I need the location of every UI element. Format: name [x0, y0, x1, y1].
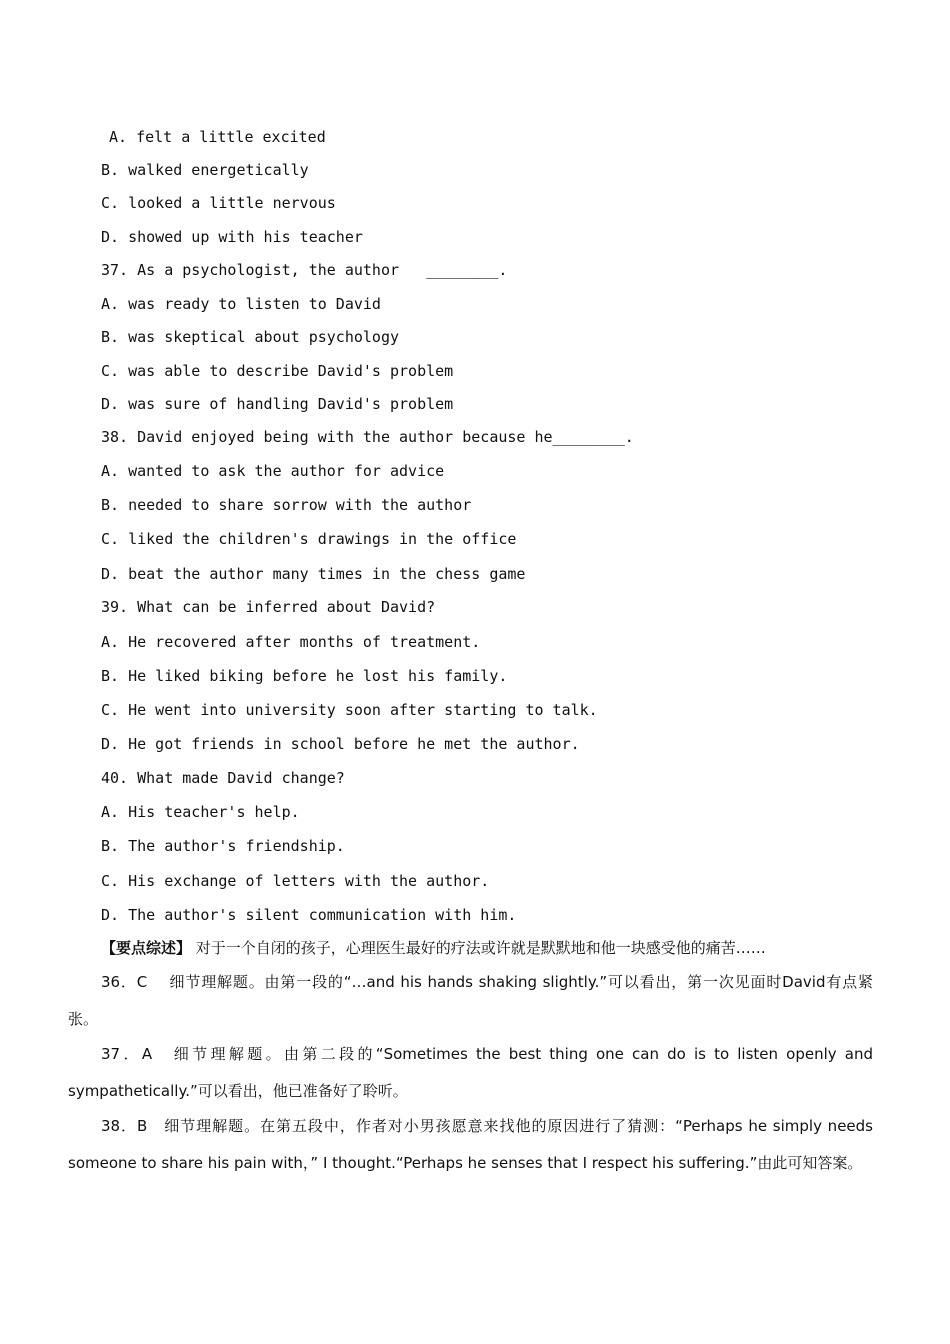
q40-stem: 40. What made David change? [101, 769, 345, 787]
q36-option-a: A. felt a little excited [109, 128, 326, 146]
answer-36 [68, 964, 873, 1038]
answer-38 [68, 1108, 873, 1182]
q37-option-a: A. was ready to listen to David [101, 295, 381, 313]
summary-heading: 【要点综述】 [101, 939, 192, 957]
answer-38-text: 38．B 细节理解题。在第五段中，作者对小男孩愿意来找他的原因进行了猜测：“Perhaps he simply needs someone to share his pain with，” I thought.“Perhaps he senses that I respect his suffering.”由此可知答案。 [68, 1117, 873, 1172]
q39-option-a: A. He recovered after months of treatment. [101, 633, 481, 651]
q36-option-b: B. walked energetically [101, 161, 309, 179]
q37-option-d: D. was sure of handling David's problem [101, 395, 454, 413]
q38-option-d: D. beat the author many times in the chess game [101, 565, 526, 583]
summary-line [101, 938, 766, 958]
q39-option-c: C. He went into university soon after starting to talk. [101, 701, 598, 719]
answer-36-text: 36．C 细节理解题。由第一段的“…and his hands shaking slightly.”可以看出，第一次见面时David有点紧张。 [68, 973, 873, 1028]
q37-option-b: B. was skeptical about psychology [101, 328, 400, 346]
summary-text: 对于一个自闭的孩子，心理医生最好的疗法或许就是默默地和他一块感受他的痛苦…… [191, 939, 766, 957]
q36-option-c: C. looked a little nervous [101, 194, 336, 212]
q38-option-b: B. needed to share sorrow with the author [101, 496, 472, 514]
q38-option-a: A. wanted to ask the author for advice [101, 462, 445, 480]
q39-option-d: D. He got friends in school before he met the author. [101, 735, 580, 753]
q40-option-b: B. The author's friendship. [101, 837, 345, 855]
q38-stem: 38. David enjoyed being with the author because he________. [101, 428, 634, 446]
q40-option-c: C. His exchange of letters with the author. [101, 872, 490, 890]
q38-option-c: C. liked the children's drawings in the office [101, 530, 517, 548]
q40-option-a: A. His teacher's help. [101, 803, 300, 821]
answer-37-text: 37．A 细节理解题。由第二段的“Sometimes the best thing one can do is to listen openly and sympathetically.”可以看出，他已准备好了聆听。 [68, 1045, 873, 1100]
q40-option-d: D. The author's silent communication with him. [101, 906, 517, 924]
answer-37 [68, 1036, 873, 1110]
q37-option-c: C. was able to describe David's problem [101, 362, 454, 380]
q39-option-b: B. He liked biking before he lost his family. [101, 667, 508, 685]
q36-option-d: D. showed up with his teacher [101, 228, 363, 246]
q39-stem: 39. What can be inferred about David? [101, 598, 436, 616]
q37-stem: 37. As a psychologist, the author ________. [101, 261, 508, 279]
